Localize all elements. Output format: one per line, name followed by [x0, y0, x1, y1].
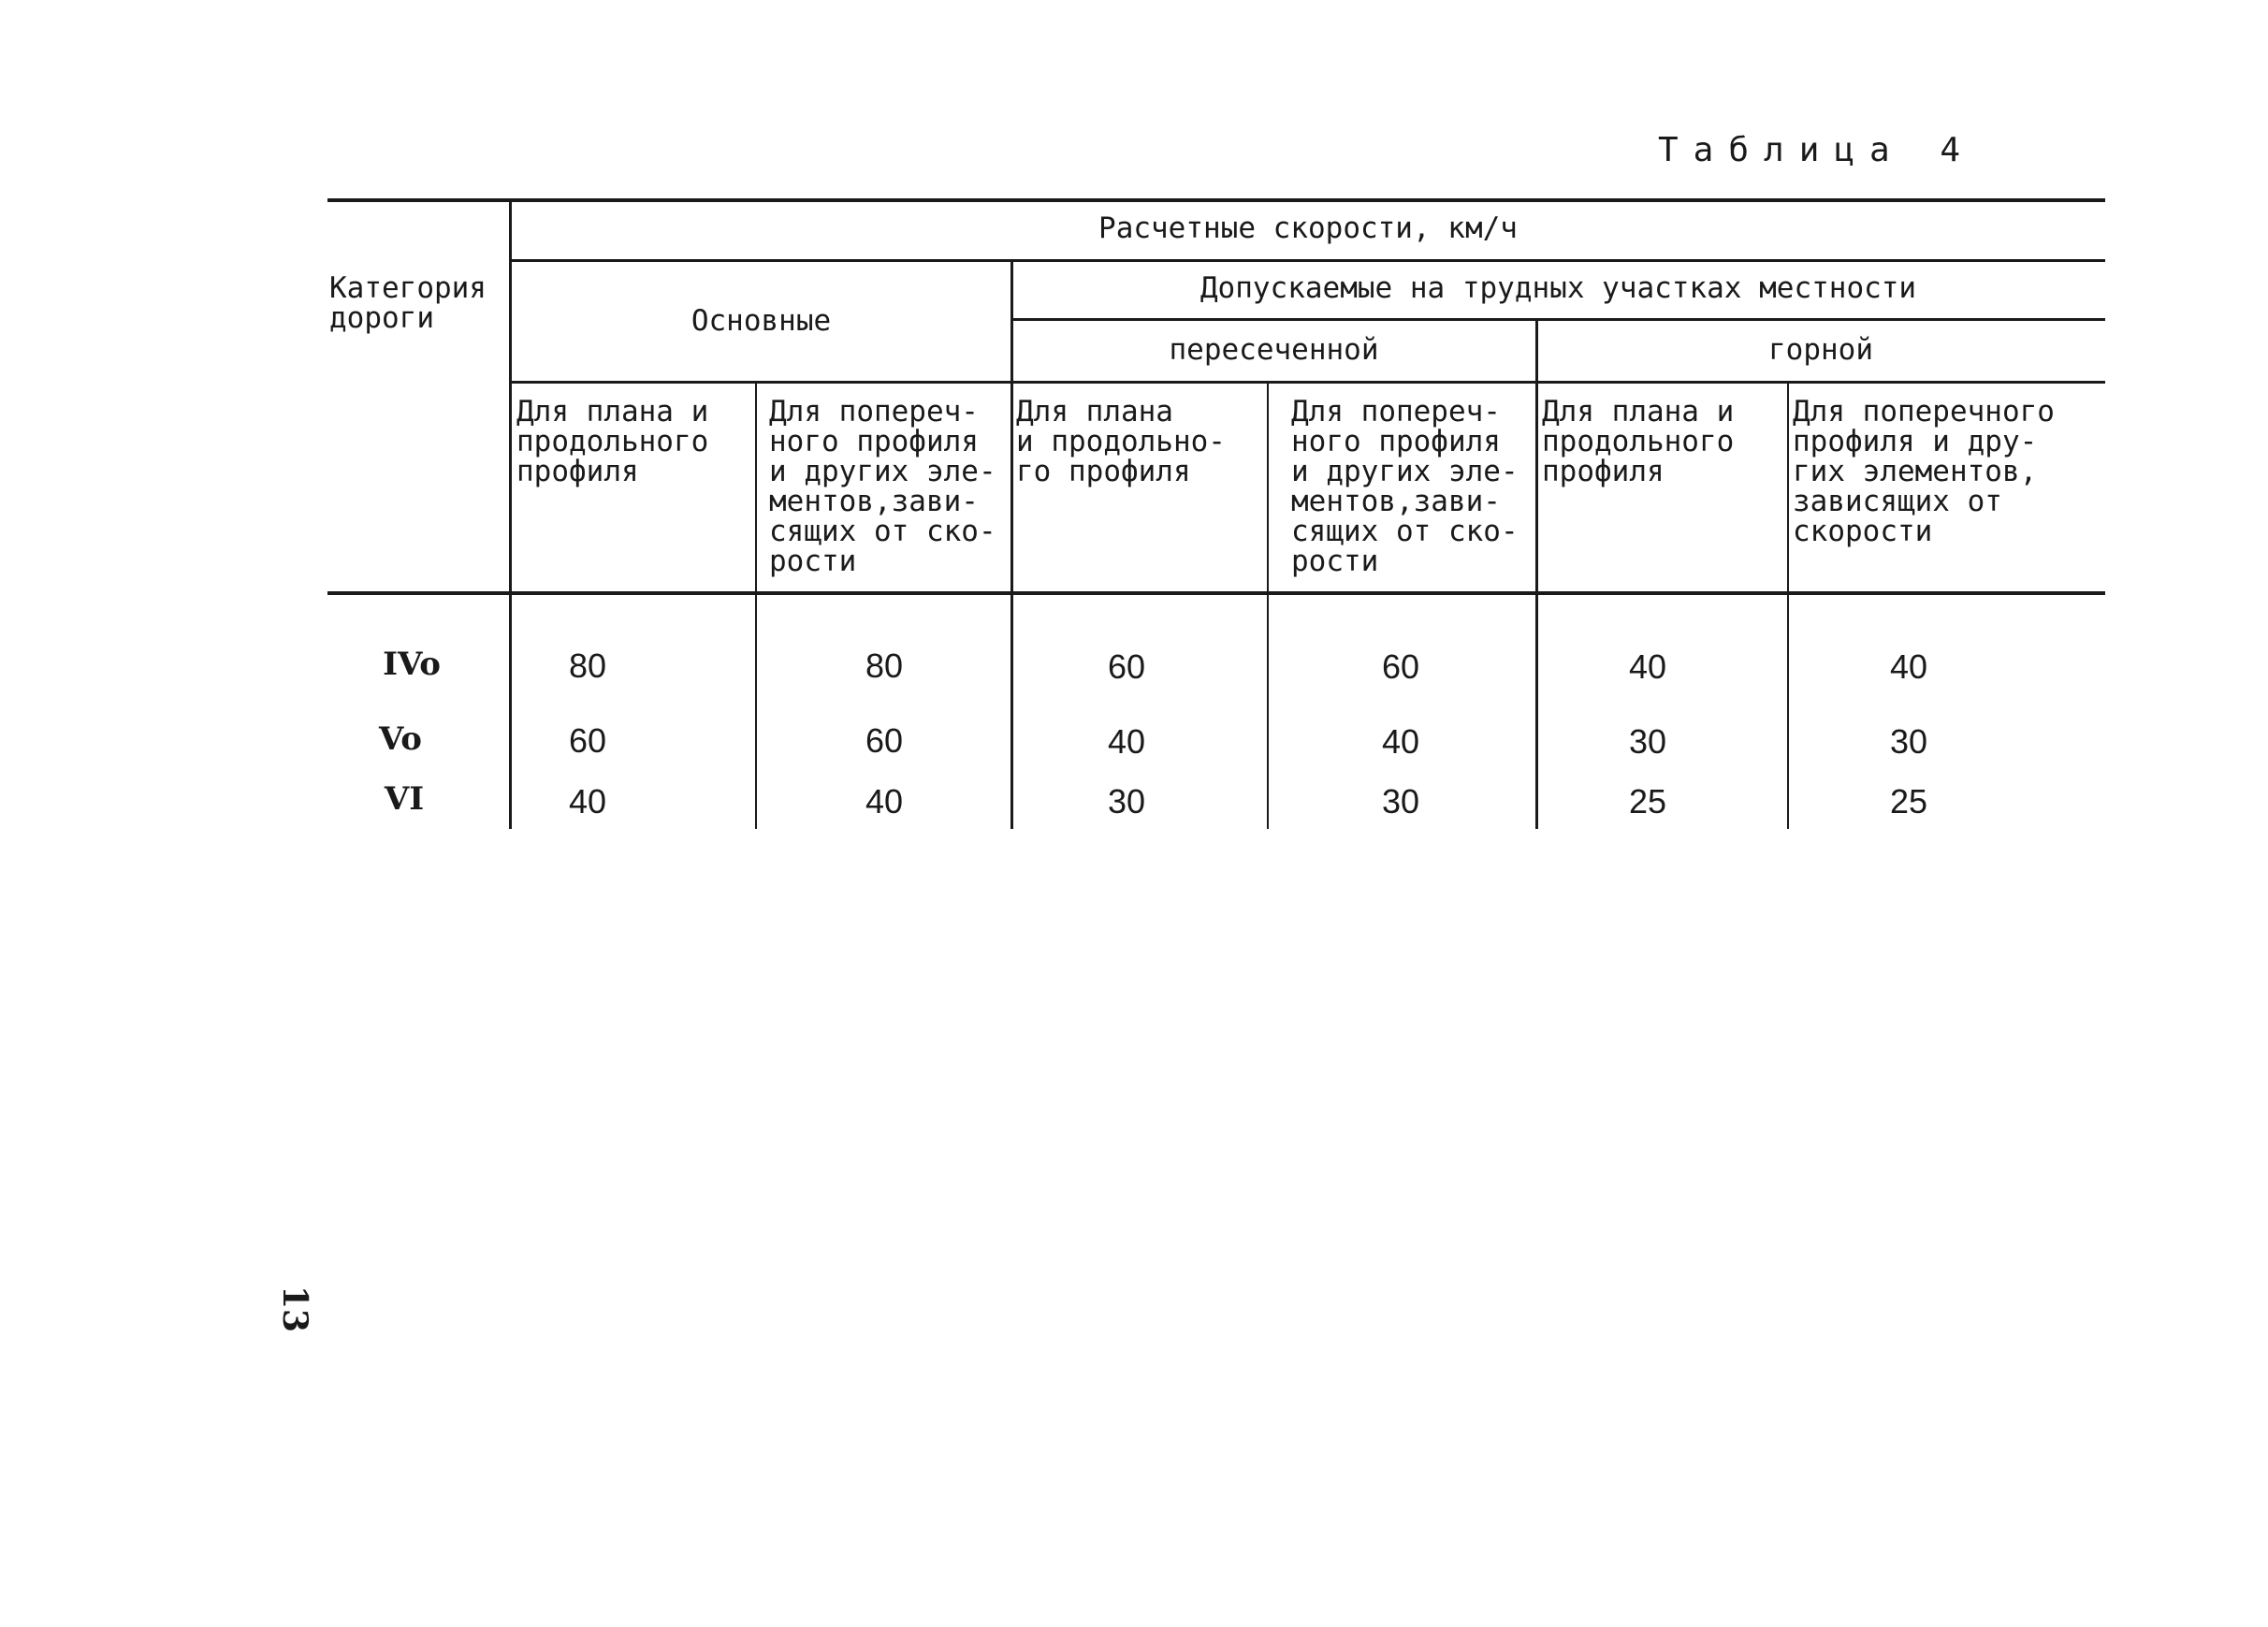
col1-divider: [755, 384, 757, 829]
value-cell: 40: [1628, 647, 1667, 686]
col3-divider: [1267, 384, 1269, 829]
col4-header: Для попереч- ного профиля и других эле- ментов,зави- сящих от ско- рости: [1291, 395, 1519, 578]
category-divider: [509, 200, 512, 829]
col1-header: Для плана и продольного профиля: [516, 395, 709, 488]
allowed-speeds-header: Допускаемые на трудных участках местности: [1199, 271, 1917, 305]
rugged-terrain-header: пересеченной: [1169, 333, 1379, 367]
mountain-terrain-header: горной: [1768, 333, 1873, 367]
value-cell: 30: [1628, 722, 1667, 761]
category-cell: IVo: [383, 646, 441, 683]
col5-divider: [1787, 384, 1789, 829]
basic-speeds-header: Основные: [691, 304, 832, 338]
value-cell: 60: [865, 721, 904, 760]
value-cell: 40: [568, 782, 607, 821]
value-cell: 30: [1107, 782, 1146, 821]
category-cell: Vo: [379, 720, 422, 758]
value-cell: 30: [1381, 782, 1420, 821]
category-cell: VI: [384, 780, 425, 818]
col2-header: Для попереч- ного профиля и других эле- ментов,зави- сящих от ско- рости: [769, 395, 996, 578]
page-number: 13: [275, 1285, 315, 1333]
table-caption: Таблица 4: [1658, 131, 1976, 169]
value-cell: 60: [1107, 647, 1146, 686]
col3-header: Для плана и продольно- го профиля: [1016, 395, 1226, 488]
value-cell: 80: [568, 646, 607, 685]
value-cell: 80: [865, 646, 904, 685]
value-cell: 25: [1628, 782, 1667, 821]
design-speed-rule: [511, 259, 2105, 262]
table-top-rule: [327, 198, 2105, 202]
col5-header: Для плана и продольного профиля: [1542, 395, 1735, 488]
header-bottom-rule: [327, 591, 2105, 595]
value-cell: 60: [1381, 647, 1420, 686]
terrain-rule: [511, 381, 2105, 384]
col6-header: Для поперечного профиля и дру- гих элементов, зависящих от скорости: [1793, 395, 2055, 548]
value-cell: 40: [865, 782, 904, 821]
terrain-divider: [1535, 320, 1538, 829]
value-cell: 40: [1107, 722, 1146, 761]
category-header: Категория дороги: [329, 271, 487, 335]
value-cell: 25: [1889, 782, 1928, 821]
value-cell: 40: [1381, 722, 1420, 761]
allowed-rule: [1011, 318, 2105, 321]
value-cell: 60: [568, 721, 607, 760]
value-cell: 40: [1889, 647, 1928, 686]
design-speeds-header: Расчетные скорости, км/ч: [1098, 211, 1518, 245]
value-cell: 30: [1889, 722, 1928, 761]
